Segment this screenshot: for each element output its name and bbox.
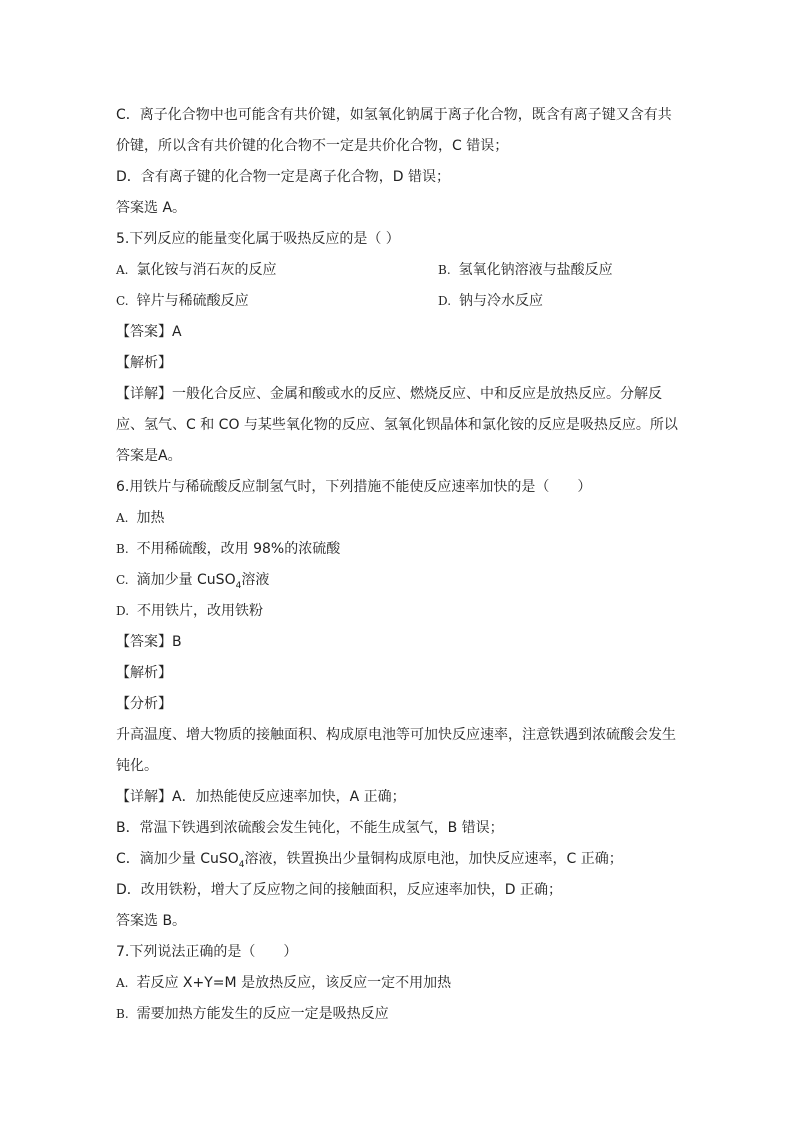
document-content [116, 100, 682, 1030]
q6-detail-c: C．滴加少量 CuSO$_4$溶液，铁置换出少量铜构成原电池，加快反应速率，C 正确； [116, 851, 623, 870]
q6-answer-line: 答案选 B。 [116, 913, 187, 929]
q6-option-c: C. 滴加少量 CuSO$_4$溶液 [116, 572, 270, 591]
q5-option-b: B. 氢氧化钠溶液与盐酸反应 [438, 262, 613, 278]
q5-detail: 【详解】一般化合反应、金属和酸或水的反应、燃烧反应、中和反应是放热反应。分解反应、氢气、C 和 CO 与某些氧化物的反应、氢氧化钡晶体和氯化铵的反应是吸热反应。所以答案是A。 [116, 386, 678, 464]
q5-option-a: A. 氯化铵与消石灰的反应 [116, 262, 277, 278]
q6-answer: 【答案】B [116, 634, 182, 650]
q5-option-d: D. 钠与冷水反应 [438, 293, 544, 309]
q6-analysis-title: 【解析】 [116, 665, 172, 681]
q6-detail-a: 【详解】A．加热能使反应速率加快，A 正确； [116, 789, 406, 805]
q7-option-a: A. 若反应 X+Y=M 是放热反应，该反应一定不用加热 [116, 975, 452, 991]
q5-options-row-1 [116, 255, 682, 286]
q5-option-c: C. 锌片与稀硫酸反应 [116, 293, 249, 309]
q4-explanation-c: C．离子化合物中也可能含有共价键，如氢氧化钠属于离子化合物，既含有离子键又含有共价键，所以含有共价键的化合物不一定是共价化合物，C 错误； [116, 107, 672, 154]
q6-detail-b: B．常温下铁遇到浓硫酸会发生钝化，不能生成氢气，B 错误； [116, 820, 504, 836]
q6-stem: 6.用铁片与稀硫酸反应制氢气时，下列措施不能使反应速率加快的是（ ） [116, 479, 592, 495]
q7-option-b: B. 需要加热方能发生的反应一定是吸热反应 [116, 1006, 389, 1022]
q4-answer-line: 答案选 A。 [116, 200, 187, 216]
q5-stem: 5.下列反应的能量变化属于吸热反应的是（ ） [116, 231, 400, 247]
q5-analysis-title: 【解析】 [116, 355, 172, 371]
q6-detail-d: D．改用铁粉，增大了反应物之间的接触面积，反应速率加快，D 正确； [116, 882, 563, 898]
q5-answer: 【答案】A [116, 324, 182, 340]
q6-option-a: A. 加热 [116, 510, 165, 526]
q6-option-b: B. 不用稀硫酸，改用 98%的浓硫酸 [116, 541, 341, 557]
q6-fenxi-title: 【分析】 [116, 696, 172, 712]
q6-option-d: D. 不用铁片，改用铁粉 [116, 603, 264, 619]
q7-stem: 7.下列说法正确的是（ ） [116, 944, 298, 960]
q5-options-row-2 [116, 286, 682, 317]
q6-fenxi: 升高温度、增大物质的接触面积、构成原电池等可加快反应速率，注意铁遇到浓硫酸会发生钝化。 [116, 727, 676, 774]
q4-explanation-d: D．含有离子键的化合物一定是离子化合物，D 错误； [116, 169, 451, 185]
